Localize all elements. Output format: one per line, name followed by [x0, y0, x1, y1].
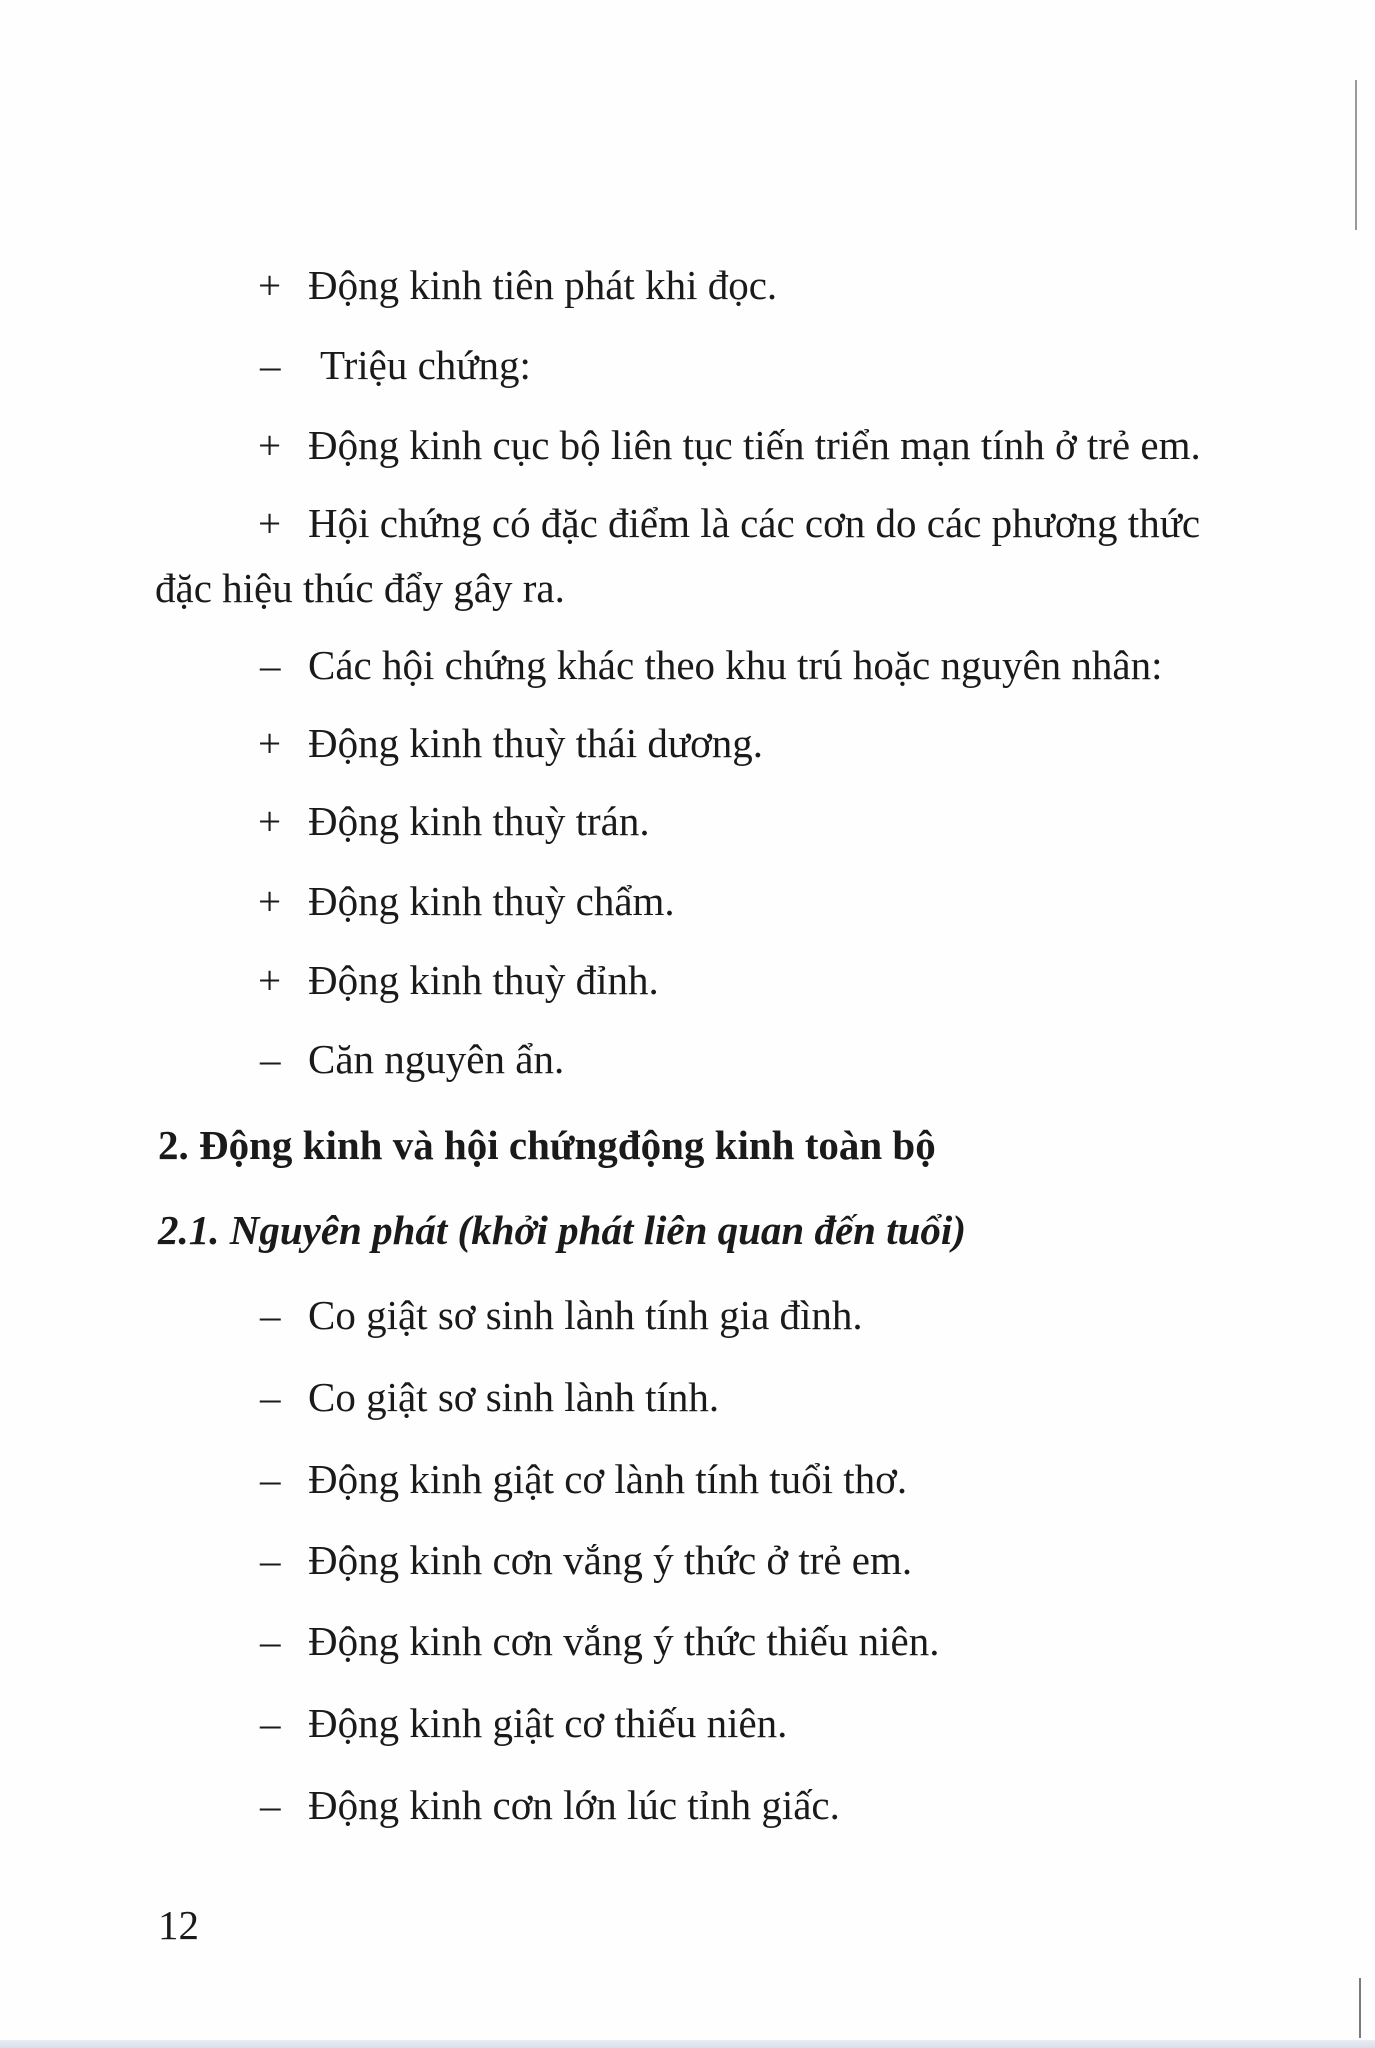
list-item: Động kinh cơn lớn lúc tỉnh giấc. [308, 1782, 840, 1828]
list-marker: – [260, 1782, 281, 1828]
list-item: Động kinh thuỳ chẩm. [308, 878, 675, 924]
list-marker: + [258, 720, 282, 766]
list-item: Động kinh tiên phát khi đọc. [308, 262, 778, 308]
list-item: Động kinh giật cơ thiếu niên. [308, 1700, 788, 1746]
list-marker: – [260, 1374, 281, 1420]
list-item: Căn nguyên ẩn. [308, 1036, 565, 1082]
list-marker: + [258, 262, 282, 308]
list-marker: – [260, 1537, 281, 1583]
list-item: Động kinh cơn vắng ý thức ở trẻ em. [308, 1537, 913, 1583]
list-marker: + [258, 878, 282, 924]
list-item: Các hội chứng khác theo khu trú hoặc nguyên nhân: [308, 642, 1163, 688]
list-item: Động kinh thuỳ trán. [308, 798, 650, 844]
list-marker: – [260, 1618, 281, 1664]
list-marker: + [258, 957, 282, 1003]
section-heading: 2. Động kinh và hội chứngđộng kinh toàn bộ [158, 1122, 936, 1168]
list-marker: – [260, 1036, 281, 1082]
list-item: Động kinh cơn vắng ý thức thiếu niên. [308, 1618, 940, 1664]
list-marker: + [258, 798, 282, 844]
page-edge-shadow [1355, 80, 1357, 230]
subsection-heading: 2.1. Nguyên phát (khởi phát liên quan đến tuổi) [158, 1207, 966, 1253]
page-number: 12 [158, 1902, 199, 1948]
scan-bottom-band [0, 2040, 1375, 2048]
list-marker: + [258, 500, 282, 546]
list-item: Hội chứng có đặc điểm là các cơn do các phương thức [308, 500, 1201, 546]
list-marker: + [258, 422, 282, 468]
list-marker: – [260, 342, 281, 388]
page-edge-shadow-bottom [1359, 1978, 1361, 2038]
list-marker: – [260, 1700, 281, 1746]
list-item: Động kinh thuỳ thái dương. [308, 720, 764, 766]
list-marker: – [260, 1292, 281, 1338]
list-item: Động kinh thuỳ đỉnh. [308, 957, 659, 1003]
list-marker: – [260, 1456, 281, 1502]
list-item-continuation: đặc hiệu thúc đẩy gây ra. [155, 565, 565, 611]
list-item: Co giật sơ sinh lành tính gia đình. [308, 1292, 863, 1338]
list-item: Động kinh cục bộ liên tục tiến triển mạn tính ở trẻ em. [308, 422, 1201, 468]
list-item: Co giật sơ sinh lành tính. [308, 1374, 720, 1420]
list-marker: – [260, 642, 281, 688]
list-item: Triệu chứng: [320, 342, 531, 388]
list-item: Động kinh giật cơ lành tính tuổi thơ. [308, 1456, 908, 1502]
